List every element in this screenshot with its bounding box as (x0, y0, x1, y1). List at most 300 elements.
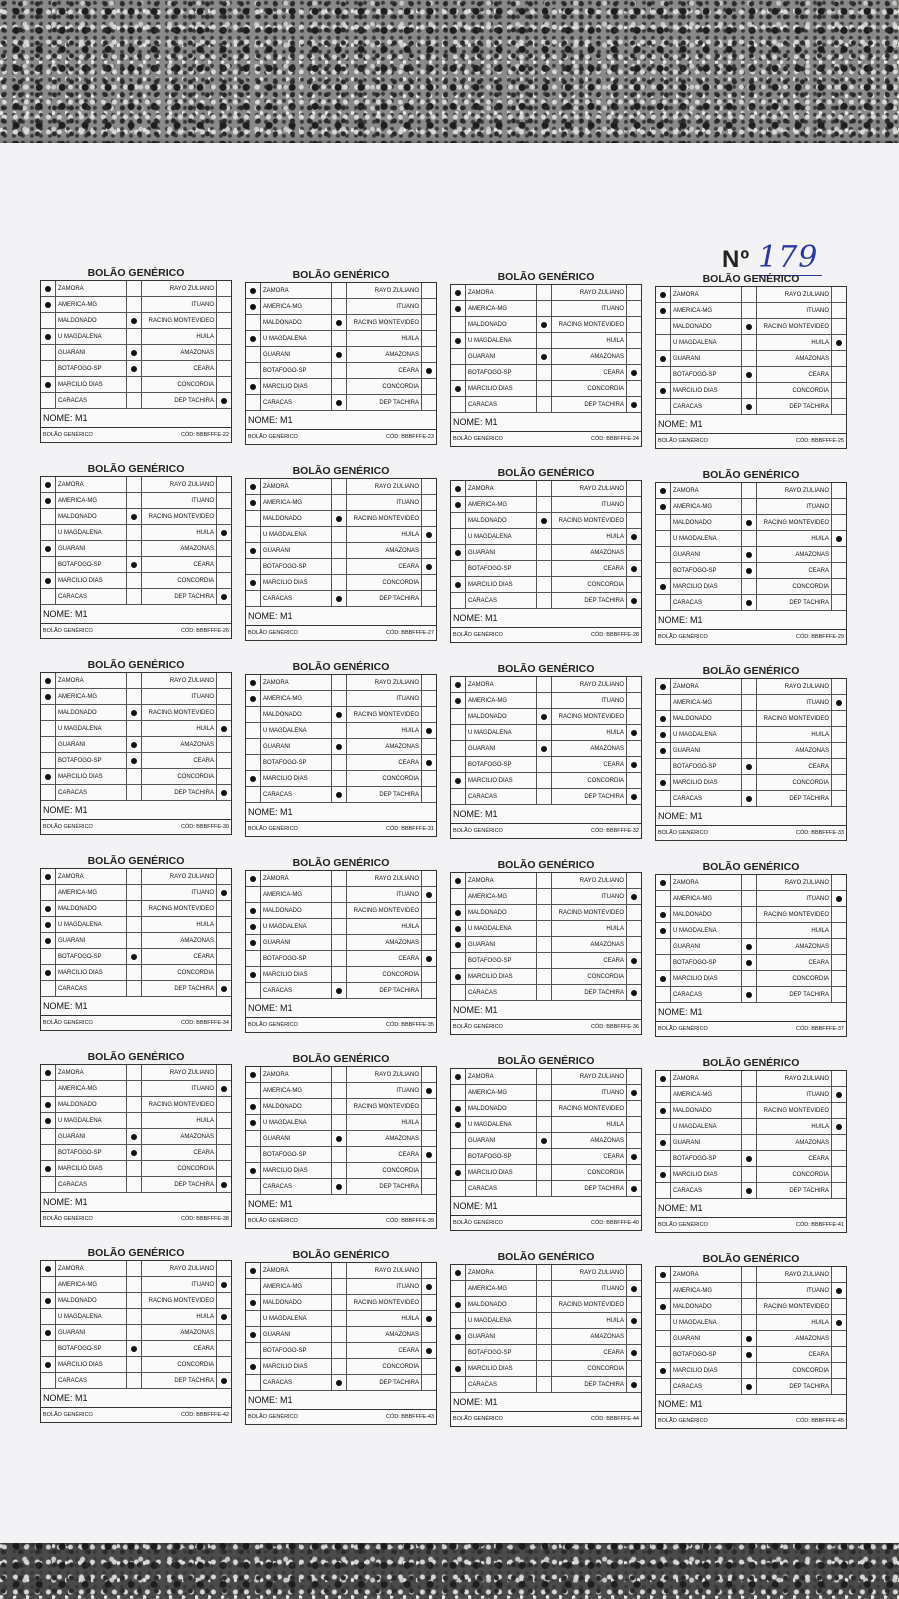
match-row (41, 313, 231, 329)
pick-marker-icon (836, 1092, 842, 1098)
pick-marker-icon (221, 1378, 227, 1384)
match-row (656, 1283, 846, 1299)
match-row (656, 547, 846, 563)
card-table (245, 1262, 437, 1425)
away-team: HUILA (142, 329, 217, 344)
home-team: AMERICA-MG (56, 1277, 127, 1292)
away-team: CONCORDIA (757, 579, 832, 594)
home-team: MALDONADO (671, 515, 742, 530)
pick-cell (217, 1373, 231, 1388)
pick-cell (332, 1311, 347, 1326)
pick-cell (451, 905, 466, 920)
pick-cell (742, 1347, 757, 1362)
away-team: CONCORDIA (142, 769, 217, 784)
pick-cell (332, 787, 347, 802)
away-team: DEP TACHIRA (142, 981, 217, 996)
match-row (41, 377, 231, 393)
away-team: HUILA (552, 333, 627, 348)
home-team: ZAMORA (261, 283, 332, 298)
pick-cell (451, 1165, 466, 1180)
pick-cell (537, 725, 552, 740)
pick-cell (832, 955, 846, 970)
pick-cell (127, 1357, 142, 1372)
pick-cell (422, 919, 436, 934)
away-team: DEP TACHIRA (757, 595, 832, 610)
match-row (656, 383, 846, 399)
match-row (451, 561, 641, 577)
card-table (40, 868, 232, 1031)
pick-cell (832, 1167, 846, 1182)
pick-cell (217, 673, 231, 688)
away-team: CONCORDIA (552, 577, 627, 592)
pick-marker-icon (746, 1188, 752, 1194)
pick-marker-icon (631, 370, 637, 376)
pick-cell (742, 1119, 757, 1134)
home-team: MALDONADO (56, 705, 127, 720)
home-team: MARCILIO DIAS (466, 381, 537, 396)
away-team: RACING MONTEVIDEO (142, 705, 217, 720)
pick-cell (656, 923, 671, 938)
pick-cell (832, 939, 846, 954)
pick-marker-icon (250, 972, 256, 978)
pick-cell (127, 1309, 142, 1324)
pick-cell (537, 1149, 552, 1164)
footer-brand: BOLÃO GENÉRICO (658, 634, 708, 640)
card-footer (246, 1214, 436, 1228)
pick-cell (451, 529, 466, 544)
home-team: BOTAFOGO-SP (671, 955, 742, 970)
home-team: AMERICA-MG (466, 1281, 537, 1296)
pick-marker-icon (631, 402, 637, 408)
ticket-card (450, 1054, 642, 1231)
card-footer (246, 1018, 436, 1032)
pick-cell (832, 547, 846, 562)
away-team: CEARA (347, 1147, 422, 1162)
match-row (656, 923, 846, 939)
home-team: AMERICA-MG (261, 691, 332, 706)
pick-marker-icon (836, 700, 842, 706)
pick-marker-icon (221, 790, 227, 796)
home-team: BOTAFOGO-SP (261, 1147, 332, 1162)
card-table (655, 482, 847, 645)
away-team: DEP TACHIRA (347, 787, 422, 802)
card-table (450, 284, 642, 447)
home-team: MARCILIO DIAS (261, 1359, 332, 1374)
pick-cell (627, 757, 641, 772)
match-row (451, 725, 641, 741)
card-footer (656, 826, 846, 840)
home-team: MARCILIO DIAS (671, 775, 742, 790)
home-team: MARCILIO DIAS (261, 379, 332, 394)
away-team: ITUANO (757, 303, 832, 318)
match-row (451, 921, 641, 937)
pick-cell (127, 769, 142, 784)
home-team: ZAMORA (56, 281, 127, 296)
match-row (246, 771, 436, 787)
pick-cell (627, 545, 641, 560)
pick-marker-icon (455, 386, 461, 392)
pick-cell (41, 573, 56, 588)
home-team: MALDONADO (56, 509, 127, 524)
pick-marker-icon (455, 974, 461, 980)
away-team: CEARA (757, 1347, 832, 1362)
ticket-card (40, 462, 232, 639)
home-team: ZAMORA (56, 1261, 127, 1276)
pick-cell (832, 1347, 846, 1362)
away-team: AMAZONAS (347, 739, 422, 754)
pick-marker-icon (250, 1120, 256, 1126)
pick-cell (656, 775, 671, 790)
card-title: BOLÃO GENÉRICO (497, 663, 595, 675)
pick-marker-icon (746, 960, 752, 966)
card-title: BOLÃO GENÉRICO (292, 465, 390, 477)
pick-marker-icon (631, 598, 637, 604)
pick-marker-icon (45, 334, 51, 340)
pick-cell (742, 319, 757, 334)
pick-marker-icon (660, 912, 666, 918)
footer-brand: BOLÃO GENÉRICO (43, 1216, 93, 1222)
pick-cell (656, 971, 671, 986)
footer-brand: BOLÃO GENÉRICO (43, 432, 93, 438)
pick-cell (451, 1329, 466, 1344)
pick-cell (246, 1263, 261, 1278)
ticket-code: CÓD: BBBFFFE-26 (181, 628, 229, 634)
away-team: ITUANO (552, 693, 627, 708)
pick-marker-icon (336, 400, 342, 406)
pick-cell (742, 1363, 757, 1378)
home-team: AMERICA-MG (466, 301, 537, 316)
pick-marker-icon (221, 726, 227, 732)
match-row (451, 1101, 641, 1117)
away-team: CONCORDIA (347, 575, 422, 590)
pick-marker-icon (660, 880, 666, 886)
pick-cell (422, 379, 436, 394)
pick-marker-icon (45, 906, 51, 912)
pick-cell (246, 1067, 261, 1082)
home-team: GUARANI (261, 543, 332, 558)
pick-cell (832, 367, 846, 382)
away-team: RACING MONTEVIDEO (552, 317, 627, 332)
home-team: ZAMORA (466, 481, 537, 496)
pick-cell (832, 335, 846, 350)
pick-cell (627, 365, 641, 380)
pick-cell (41, 965, 56, 980)
pick-cell (537, 1117, 552, 1132)
pick-cell (627, 1329, 641, 1344)
pick-cell (451, 1117, 466, 1132)
pick-cell (627, 593, 641, 608)
away-team: CEARA (757, 1151, 832, 1166)
home-team: ZAMORA (671, 1267, 742, 1282)
home-team: U MAGDALENA (466, 529, 537, 544)
pick-marker-icon (631, 534, 637, 540)
home-team: U MAGDALENA (56, 917, 127, 932)
pick-cell (656, 891, 671, 906)
player-name: NOME: M1 (656, 807, 846, 826)
card-table (40, 672, 232, 835)
away-team: CONCORDIA (347, 1359, 422, 1374)
match-row (451, 317, 641, 333)
pick-marker-icon (250, 484, 256, 490)
match-row (451, 709, 641, 725)
away-team: CONCORDIA (347, 379, 422, 394)
pick-cell (422, 903, 436, 918)
home-team: BOTAFOGO-SP (56, 557, 127, 572)
home-team: AMERICA-MG (466, 1085, 537, 1100)
pick-marker-icon (541, 746, 547, 752)
pick-cell (656, 367, 671, 382)
match-row (246, 575, 436, 591)
away-team: RACING MONTEVIDEO (142, 901, 217, 916)
pick-cell (217, 1177, 231, 1192)
player-name: NOME: M1 (41, 605, 231, 624)
card-title: BOLÃO GENÉRICO (292, 1053, 390, 1065)
pick-marker-icon (660, 1368, 666, 1374)
footer-brand: BOLÃO GENÉRICO (43, 628, 93, 634)
away-team: RACING MONTEVIDEO (757, 1299, 832, 1314)
pick-marker-icon (455, 290, 461, 296)
match-row (451, 301, 641, 317)
pick-cell (422, 1311, 436, 1326)
pick-cell (537, 1101, 552, 1116)
pick-cell (742, 939, 757, 954)
away-team: ITUANO (757, 695, 832, 710)
pick-marker-icon (660, 1140, 666, 1146)
ticket-code: CÓD: BBBFFFE-34 (181, 1020, 229, 1026)
away-team: CONCORDIA (757, 383, 832, 398)
pick-cell (217, 541, 231, 556)
away-team: RACING MONTEVIDEO (552, 513, 627, 528)
away-team: ITUANO (142, 297, 217, 312)
away-team: RAYO ZULIANO (142, 477, 217, 492)
pick-cell (127, 933, 142, 948)
pick-marker-icon (250, 1332, 256, 1338)
pick-cell (742, 775, 757, 790)
home-team: BOTAFOGO-SP (671, 1151, 742, 1166)
pick-cell (246, 315, 261, 330)
pick-cell (422, 511, 436, 526)
home-team: CARACAS (671, 791, 742, 806)
pick-marker-icon (660, 1304, 666, 1310)
pick-marker-icon (336, 1380, 342, 1386)
card-title: BOLÃO GENÉRICO (702, 1057, 800, 1069)
away-team: RACING MONTEVIDEO (347, 1099, 422, 1114)
pick-cell (422, 299, 436, 314)
match-row (246, 755, 436, 771)
match-row (246, 723, 436, 739)
match-row (41, 557, 231, 573)
card-title: BOLÃO GENÉRICO (292, 269, 390, 281)
home-team: U MAGDALENA (671, 1119, 742, 1134)
pick-marker-icon (131, 514, 137, 520)
home-team: ZAMORA (671, 287, 742, 302)
away-team: ITUANO (757, 1087, 832, 1102)
home-team: ZAMORA (671, 679, 742, 694)
pick-cell (217, 933, 231, 948)
pick-cell (217, 281, 231, 296)
pick-cell (217, 477, 231, 492)
player-name: NOME: M1 (451, 1393, 641, 1412)
pick-marker-icon (660, 308, 666, 314)
ticket-card (245, 1052, 437, 1229)
pick-cell (832, 875, 846, 890)
pick-cell (451, 481, 466, 496)
match-row (451, 1085, 641, 1101)
pick-marker-icon (250, 1072, 256, 1078)
match-row (451, 1361, 641, 1377)
pick-cell (246, 591, 261, 606)
pick-marker-icon (45, 678, 51, 684)
pick-cell (217, 901, 231, 916)
home-team: BOTAFOGO-SP (56, 361, 127, 376)
ticket-code: CÓD: BBBFFFE-42 (181, 1412, 229, 1418)
home-team: MALDONADO (671, 1103, 742, 1118)
away-team: DEP TACHIRA (757, 987, 832, 1002)
pick-cell (127, 705, 142, 720)
pick-cell (656, 1283, 671, 1298)
match-row (451, 1345, 641, 1361)
pick-cell (627, 349, 641, 364)
home-team: U MAGDALENA (671, 335, 742, 350)
away-team: RACING MONTEVIDEO (347, 1295, 422, 1310)
home-team: MALDONADO (56, 901, 127, 916)
match-row (41, 869, 231, 885)
pick-cell (832, 1379, 846, 1394)
home-team: AMERICA-MG (261, 495, 332, 510)
player-name: NOME: M1 (451, 609, 641, 628)
away-team: CEARA (552, 1149, 627, 1164)
pick-cell (742, 1267, 757, 1282)
pick-cell (332, 935, 347, 950)
pick-cell (742, 743, 757, 758)
footer-brand: BOLÃO GENÉRICO (658, 1418, 708, 1424)
card-footer (246, 822, 436, 836)
ticket-grid (40, 266, 855, 1456)
pick-cell (627, 1297, 641, 1312)
pick-cell (127, 1129, 142, 1144)
pick-cell (127, 965, 142, 980)
pick-cell (217, 509, 231, 524)
pick-marker-icon (336, 1184, 342, 1190)
pick-cell (246, 1343, 261, 1358)
pick-cell (246, 1115, 261, 1130)
pick-marker-icon (426, 1348, 432, 1354)
ticket-card (245, 1248, 437, 1425)
pick-cell (422, 479, 436, 494)
pick-cell (332, 871, 347, 886)
footer-brand: BOLÃO GENÉRICO (248, 630, 298, 636)
pick-cell (127, 785, 142, 800)
match-row (41, 689, 231, 705)
ticket-card (450, 1250, 642, 1427)
match-row (451, 513, 641, 529)
card-title: BOLÃO GENÉRICO (87, 659, 185, 671)
card-table (450, 676, 642, 839)
match-row (656, 319, 846, 335)
ticket-code: CÓD: BBBFFFE-22 (181, 432, 229, 438)
pick-cell (41, 1341, 56, 1356)
away-team: DEP TACHIRA (552, 397, 627, 412)
pick-cell (422, 887, 436, 902)
pick-cell (656, 955, 671, 970)
away-team: CEARA (552, 365, 627, 380)
pick-cell (422, 559, 436, 574)
away-team: DEP TACHIRA (757, 791, 832, 806)
away-team: HUILA (757, 335, 832, 350)
match-row (451, 577, 641, 593)
pick-cell (332, 479, 347, 494)
pick-cell (332, 495, 347, 510)
match-row (656, 955, 846, 971)
pick-marker-icon (746, 944, 752, 950)
pick-cell (832, 907, 846, 922)
card-title: BOLÃO GENÉRICO (702, 665, 800, 677)
pick-marker-icon (131, 758, 137, 764)
pick-cell (627, 937, 641, 952)
home-team: CARACAS (56, 589, 127, 604)
away-team: DEP TACHIRA (347, 1375, 422, 1390)
pick-marker-icon (746, 520, 752, 526)
away-team: AMAZONAS (347, 935, 422, 950)
home-team: MALDONADO (56, 1293, 127, 1308)
pick-cell (656, 727, 671, 742)
pick-marker-icon (455, 338, 461, 344)
pick-cell (537, 285, 552, 300)
match-row (41, 753, 231, 769)
pick-cell (246, 1099, 261, 1114)
pick-cell (742, 1167, 757, 1182)
match-row (246, 691, 436, 707)
away-team: AMAZONAS (757, 1331, 832, 1346)
pick-marker-icon (426, 532, 432, 538)
home-team: GUARANI (466, 1329, 537, 1344)
pick-marker-icon (45, 1330, 51, 1336)
pick-cell (332, 919, 347, 934)
away-team: CONCORDIA (142, 377, 217, 392)
away-team: RACING MONTEVIDEO (757, 907, 832, 922)
pick-cell (246, 479, 261, 494)
pick-marker-icon (250, 924, 256, 930)
card-footer (451, 1020, 641, 1034)
card-footer (41, 1212, 231, 1226)
pick-cell (246, 951, 261, 966)
pick-cell (627, 1101, 641, 1116)
pick-marker-icon (131, 350, 137, 356)
match-row (656, 287, 846, 303)
pick-cell (41, 1113, 56, 1128)
pick-cell (127, 1113, 142, 1128)
match-row (656, 483, 846, 499)
match-row (41, 393, 231, 409)
pick-cell (217, 313, 231, 328)
pick-marker-icon (45, 482, 51, 488)
pick-cell (246, 1147, 261, 1162)
home-team: ZAMORA (261, 675, 332, 690)
pick-cell (246, 1359, 261, 1374)
pick-cell (537, 1069, 552, 1084)
match-row (451, 545, 641, 561)
pick-cell (332, 675, 347, 690)
pick-marker-icon (455, 778, 461, 784)
pick-marker-icon (660, 684, 666, 690)
pick-cell (537, 709, 552, 724)
pick-cell (127, 393, 142, 408)
pick-marker-icon (45, 302, 51, 308)
pick-cell (422, 935, 436, 950)
pick-cell (627, 1165, 641, 1180)
home-team: ZAMORA (261, 871, 332, 886)
away-team: CEARA (347, 755, 422, 770)
